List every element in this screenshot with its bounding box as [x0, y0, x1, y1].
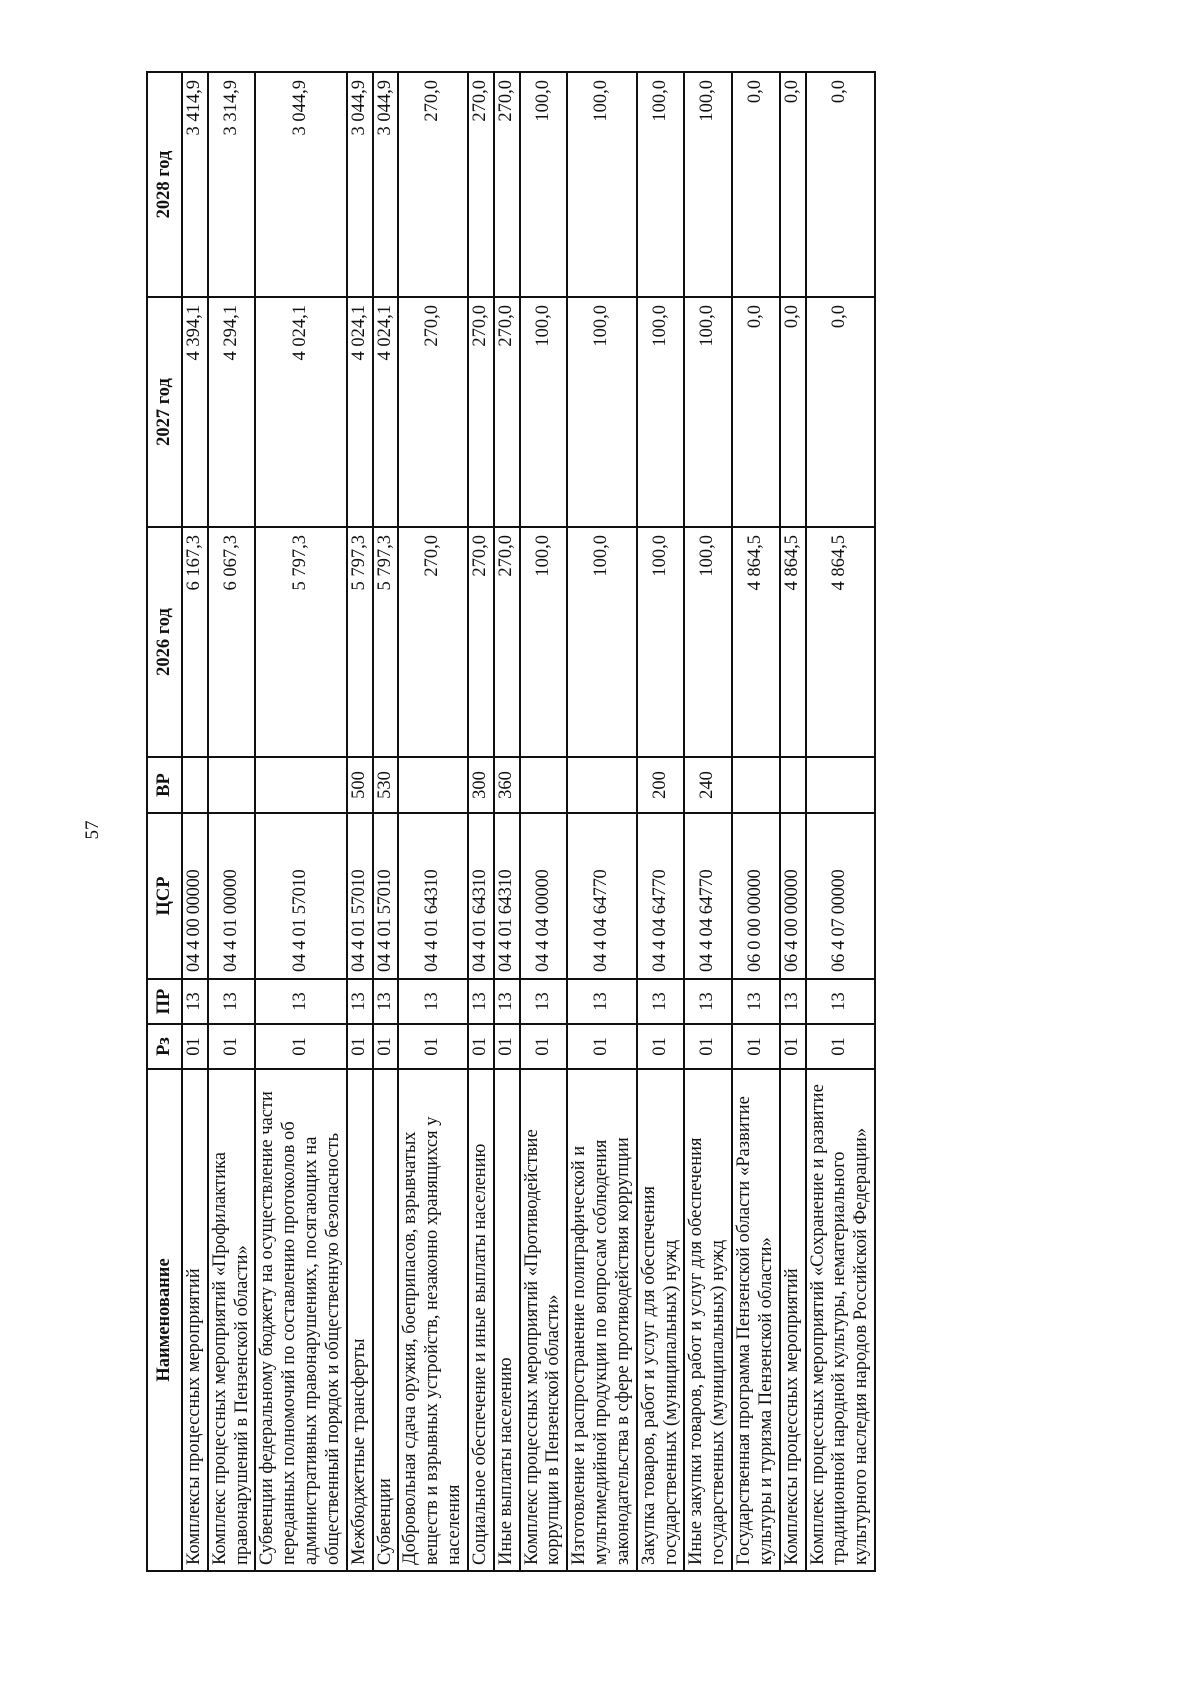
cell-y2027: 4 024,1 — [255, 297, 346, 527]
cell-y2026: 4 864,5 — [806, 527, 875, 757]
cell-pr: 13 — [373, 979, 399, 1024]
cell-pr: 13 — [208, 979, 256, 1024]
header-2026: 2026 год — [147, 527, 182, 757]
cell-pr: 13 — [780, 979, 806, 1024]
cell-y2026: 5 797,3 — [373, 527, 399, 757]
cell-vr — [208, 757, 256, 813]
cell-csr: 04 4 01 00000 — [208, 813, 256, 979]
cell-pr: 13 — [398, 979, 467, 1024]
table-row — [806, 72, 875, 1571]
cell-y2027: 4 294,1 — [208, 297, 256, 527]
cell-vr — [398, 757, 467, 813]
cell-y2027: 270,0 — [398, 297, 467, 527]
cell-name: Закупка товаров, работ и услуг для обеспечения государственных (муниципальных) нужд — [637, 1069, 685, 1571]
cell-name: Субвенции федеральному бюджету на осуществление части переданных полномочий по составлению протоколов об административных правонарушениях, посягающих на общественный порядок и общественную безопасность — [255, 1069, 346, 1571]
cell-rz: 01 — [208, 1024, 256, 1069]
cell-y2027: 100,0 — [637, 297, 685, 527]
cell-rz: 01 — [780, 1024, 806, 1069]
cell-y2028: 3 044,9 — [347, 72, 373, 297]
cell-y2026: 5 797,3 — [255, 527, 346, 757]
cell-y2027: 100,0 — [520, 297, 568, 527]
cell-csr: 04 4 01 64310 — [468, 813, 494, 979]
cell-csr: 04 4 04 00000 — [520, 813, 568, 979]
cell-csr: 06 4 00 00000 — [780, 813, 806, 979]
cell-vr — [255, 757, 346, 813]
cell-y2027: 270,0 — [494, 297, 520, 527]
cell-rz: 01 — [347, 1024, 373, 1069]
cell-y2028: 100,0 — [684, 72, 732, 297]
cell-y2026: 100,0 — [520, 527, 568, 757]
cell-y2028: 0,0 — [780, 72, 806, 297]
cell-y2026: 270,0 — [494, 527, 520, 757]
cell-csr: 06 0 00 00000 — [732, 813, 780, 979]
cell-rz: 01 — [806, 1024, 875, 1069]
cell-y2028: 0,0 — [806, 72, 875, 297]
cell-csr: 04 4 01 64310 — [494, 813, 520, 979]
cell-y2027: 4 024,1 — [373, 297, 399, 527]
cell-y2026: 6 067,3 — [208, 527, 256, 757]
cell-y2026: 6 167,3 — [182, 527, 208, 757]
table-row — [494, 72, 520, 1571]
cell-vr: 200 — [637, 757, 685, 813]
header-csr: ЦСР — [147, 813, 182, 979]
cell-vr — [182, 757, 208, 813]
cell-y2028: 3 044,9 — [255, 72, 346, 297]
cell-name: Межбюджетные трансферты — [347, 1069, 373, 1571]
cell-y2027: 4 394,1 — [182, 297, 208, 527]
cell-y2027: 4 024,1 — [347, 297, 373, 527]
cell-pr: 13 — [468, 979, 494, 1024]
cell-rz: 01 — [468, 1024, 494, 1069]
table-row — [373, 72, 399, 1571]
header-vr: ВР — [147, 757, 182, 813]
cell-y2028: 0,0 — [732, 72, 780, 297]
cell-pr: 13 — [494, 979, 520, 1024]
cell-csr: 04 4 01 57010 — [255, 813, 346, 979]
header-2028: 2028 год — [147, 72, 182, 297]
cell-csr: 04 4 01 64310 — [398, 813, 467, 979]
cell-y2027: 100,0 — [684, 297, 732, 527]
table-row — [398, 72, 467, 1571]
page-number: 57 — [82, 820, 103, 840]
cell-csr: 04 4 04 64770 — [567, 813, 636, 979]
cell-pr: 13 — [347, 979, 373, 1024]
cell-y2028: 3 314,9 — [208, 72, 256, 297]
cell-y2027: 0,0 — [806, 297, 875, 527]
cell-name: Иные закупки товаров, работ и услуг для обеспечения государственных (муниципальных) нужд — [684, 1069, 732, 1571]
cell-y2028: 3 044,9 — [373, 72, 399, 297]
table-wrapper — [146, 73, 1058, 1572]
cell-y2026: 100,0 — [684, 527, 732, 757]
table-row — [732, 72, 780, 1571]
table-row — [208, 72, 256, 1571]
cell-pr: 13 — [567, 979, 636, 1024]
cell-name: Субвенции — [373, 1069, 399, 1571]
cell-y2027: 270,0 — [468, 297, 494, 527]
cell-rz: 01 — [637, 1024, 685, 1069]
rotated-table-area — [146, 73, 1058, 1572]
cell-y2028: 3 414,9 — [182, 72, 208, 297]
cell-csr: 06 4 07 00000 — [806, 813, 875, 979]
budget-table — [146, 71, 876, 1572]
cell-vr: 500 — [347, 757, 373, 813]
cell-vr — [520, 757, 568, 813]
cell-y2026: 270,0 — [398, 527, 467, 757]
cell-vr: 530 — [373, 757, 399, 813]
cell-y2026: 100,0 — [637, 527, 685, 757]
table-row — [182, 72, 208, 1571]
table-row — [520, 72, 568, 1571]
header-2027: 2027 год — [147, 297, 182, 527]
cell-name: Иные выплаты населению — [494, 1069, 520, 1571]
cell-rz: 01 — [373, 1024, 399, 1069]
cell-rz: 01 — [684, 1024, 732, 1069]
cell-pr: 13 — [182, 979, 208, 1024]
cell-y2027: 0,0 — [780, 297, 806, 527]
header-row — [147, 72, 182, 1571]
cell-rz: 01 — [398, 1024, 467, 1069]
header-name: Наименование — [147, 1069, 182, 1571]
cell-csr: 04 4 01 57010 — [347, 813, 373, 979]
cell-name: Комплекс процессных мероприятий «Профилактика правонарушений в Пензенской области» — [208, 1069, 256, 1571]
header-pr: ПР — [147, 979, 182, 1024]
cell-csr: 04 4 04 64770 — [684, 813, 732, 979]
cell-y2028: 100,0 — [520, 72, 568, 297]
cell-y2026: 5 797,3 — [347, 527, 373, 757]
cell-pr: 13 — [637, 979, 685, 1024]
cell-rz: 01 — [255, 1024, 346, 1069]
cell-vr — [732, 757, 780, 813]
table-row — [684, 72, 732, 1571]
table-row — [468, 72, 494, 1571]
cell-name: Социальное обеспечение и иные выплаты населению — [468, 1069, 494, 1571]
table-body — [182, 72, 875, 1571]
table-row — [567, 72, 636, 1571]
cell-pr: 13 — [806, 979, 875, 1024]
cell-vr: 240 — [684, 757, 732, 813]
cell-y2026: 100,0 — [567, 527, 636, 757]
cell-y2026: 4 864,5 — [732, 527, 780, 757]
table-row — [637, 72, 685, 1571]
cell-pr: 13 — [520, 979, 568, 1024]
cell-y2026: 4 864,5 — [780, 527, 806, 757]
cell-y2026: 270,0 — [468, 527, 494, 757]
cell-name: Комплекс процессных мероприятий «Сохранение и развитие традиционной народной культуры, нематериального культурного наследия народов Российской Федерации» — [806, 1069, 875, 1571]
cell-csr: 04 4 04 64770 — [637, 813, 685, 979]
cell-name: Комплекс процессных мероприятий «Противодействие коррупции в Пензенской области» — [520, 1069, 568, 1571]
cell-rz: 01 — [494, 1024, 520, 1069]
cell-name: Комплексы процессных мероприятий — [780, 1069, 806, 1571]
cell-rz: 01 — [732, 1024, 780, 1069]
cell-vr — [806, 757, 875, 813]
cell-csr: 04 4 00 00000 — [182, 813, 208, 979]
cell-y2027: 0,0 — [732, 297, 780, 527]
table-row — [255, 72, 346, 1571]
cell-rz: 01 — [182, 1024, 208, 1069]
cell-y2028: 100,0 — [637, 72, 685, 297]
cell-vr: 300 — [468, 757, 494, 813]
cell-csr: 04 4 01 57010 — [373, 813, 399, 979]
cell-pr: 13 — [255, 979, 346, 1024]
cell-name: Изготовление и распространение полиграфической и мультимедийной продукции по вопросам соблюдения законодательства в сфере противодействия коррупции — [567, 1069, 636, 1571]
cell-y2028: 100,0 — [567, 72, 636, 297]
cell-vr: 360 — [494, 757, 520, 813]
cell-y2028: 270,0 — [398, 72, 467, 297]
cell-name: Комплексы процессных мероприятий — [182, 1069, 208, 1571]
cell-rz: 01 — [567, 1024, 636, 1069]
table-row — [780, 72, 806, 1571]
cell-y2028: 270,0 — [468, 72, 494, 297]
cell-rz: 01 — [520, 1024, 568, 1069]
cell-y2028: 270,0 — [494, 72, 520, 297]
header-rz: Рз — [147, 1024, 182, 1069]
cell-y2027: 100,0 — [567, 297, 636, 527]
cell-pr: 13 — [732, 979, 780, 1024]
cell-name: Государственная программа Пензенской области «Развитие культуры и туризма Пензенской области» — [732, 1069, 780, 1571]
cell-vr — [780, 757, 806, 813]
cell-pr: 13 — [684, 979, 732, 1024]
table-row — [347, 72, 373, 1571]
cell-name: Добровольная сдача оружия, боеприпасов, взрывчатых веществ и взрывных устройств, незаконно хранящихся у населения — [398, 1069, 467, 1571]
cell-vr — [567, 757, 636, 813]
